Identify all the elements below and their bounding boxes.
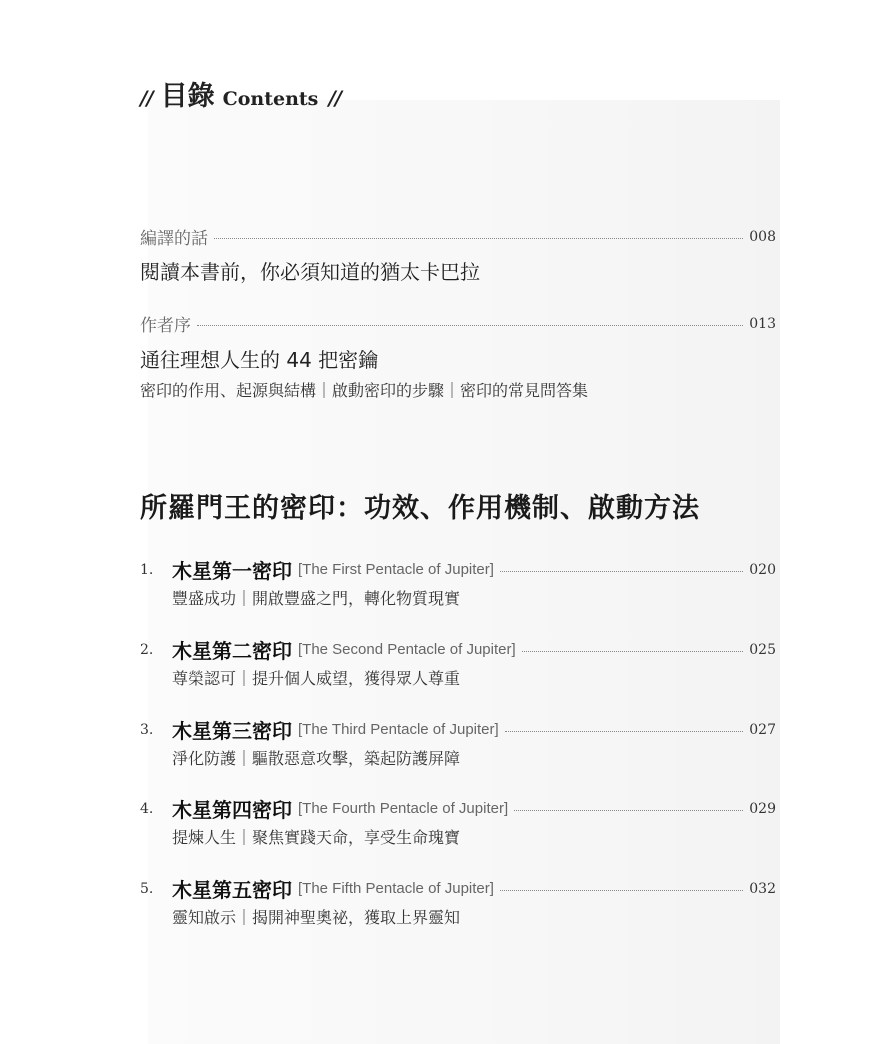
dot-leader: [500, 890, 743, 891]
item-description: 淨化防護｜驅散惡意攻擊，築起防護屏障: [172, 749, 461, 768]
toc-entry-translator-note[interactable]: [140, 224, 776, 249]
header-title-cn: 目錄: [160, 81, 215, 112]
item-number: 3.: [140, 721, 154, 738]
dot-leader: [522, 651, 744, 652]
header-title-en: Contents: [222, 88, 319, 110]
contents-header: [140, 74, 341, 113]
item-english-title: [The Fifth Pentacle of Jupiter]: [298, 880, 494, 897]
item-description: 尊榮認可｜提升個人威望，獲得眾人尊重: [172, 669, 461, 688]
item-english-title: [The First Pentacle of Jupiter]: [298, 561, 494, 578]
entry-title: 通往理想人生的 44 把密鑰: [140, 348, 379, 372]
item-english-title: [The Fourth Pentacle of Jupiter]: [298, 800, 509, 817]
item-title: 木星第五密印: [172, 878, 292, 902]
page-number: 027: [749, 721, 776, 738]
item-description: 靈知啟示｜揭開神聖奧祕，獲取上界靈知: [172, 908, 461, 927]
item-number: 1.: [140, 561, 154, 578]
toc-item-2[interactable]: [140, 635, 776, 664]
toc-item-4[interactable]: [140, 794, 776, 823]
item-title: 木星第四密印: [172, 798, 292, 822]
item-description: 豐盛成功｜開啟豐盛之門，轉化物質現實: [172, 589, 461, 608]
header-suffix: //: [328, 86, 341, 110]
page-number: 008: [749, 228, 776, 245]
dot-leader: [514, 810, 743, 811]
item-number: 4.: [140, 800, 154, 817]
dot-leader: [500, 571, 743, 572]
header-prefix: //: [140, 86, 153, 110]
page-number: 020: [749, 561, 776, 578]
item-number: 2.: [140, 641, 154, 658]
toc-item-1[interactable]: [140, 555, 776, 584]
page-number: 025: [749, 641, 776, 658]
page-number: 029: [749, 800, 776, 817]
toc-entry-author-preface[interactable]: [140, 311, 776, 336]
item-english-title: [The Second Pentacle of Jupiter]: [298, 641, 516, 658]
entry-label: 作者序: [140, 316, 191, 336]
dot-leader: [197, 325, 743, 326]
item-description: 提煉人生｜聚焦實踐天命，享受生命瑰寶: [172, 828, 461, 847]
item-title: 木星第一密印: [172, 559, 292, 583]
dot-leader: [505, 731, 744, 732]
entry-subtitle: 密印的作用、起源與結構｜啟動密印的步驟｜密印的常見問答集: [140, 381, 589, 400]
section-heading: 所羅門王的密印：功效、作用機制、啟動方法: [140, 493, 700, 524]
entry-label: 編譯的話: [140, 229, 208, 249]
page-number: 013: [749, 315, 776, 332]
entry-title: 閱讀本書前，你必須知道的猶太卡巴拉: [140, 260, 480, 284]
dot-leader: [214, 238, 743, 239]
toc-item-5[interactable]: [140, 874, 776, 903]
item-title: 木星第三密印: [172, 719, 292, 743]
item-number: 5.: [140, 880, 154, 897]
page-number: 032: [749, 880, 776, 897]
item-title: 木星第二密印: [172, 639, 292, 663]
toc-item-3[interactable]: [140, 715, 776, 744]
item-english-title: [The Third Pentacle of Jupiter]: [298, 721, 499, 738]
